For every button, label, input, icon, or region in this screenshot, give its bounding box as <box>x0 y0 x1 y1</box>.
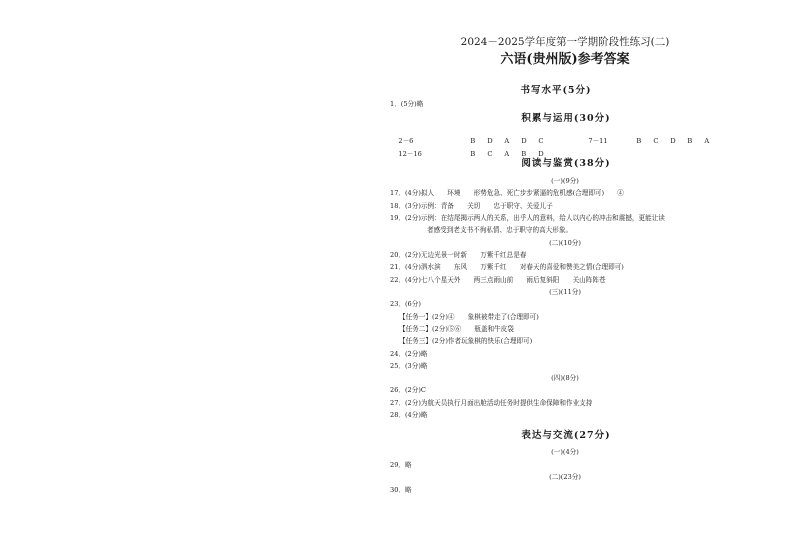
document-subtitle: 六语(贵州版)参考答案 <box>500 52 630 67</box>
answer-line-24: 24．(2分)略 <box>390 350 428 358</box>
answer-line-19-cont: 者感受到老支书不徇私情、忠于职守的高大形象。 <box>427 226 573 234</box>
answer-line-25: 25．(3分)略 <box>390 362 428 370</box>
mc-answer: C <box>538 137 544 145</box>
section-heading-expression: 表达与交流(27分) <box>521 430 611 441</box>
subsection-heading: (一)(9分) <box>551 177 579 185</box>
section-heading-reading: 阅读与鉴赏(38分) <box>521 158 611 169</box>
mc-answer: B <box>521 150 527 158</box>
section-heading-accumulation: 积累与运用(30分) <box>521 113 611 124</box>
answer-line-1: 1．(5分)略 <box>390 100 424 108</box>
mc-answer: A <box>504 137 510 145</box>
mc-answer: B <box>687 137 693 145</box>
answer-line-23-task2: 【任务二】(2分)⑤⑥ 瓶盖和牛皮袋 <box>399 325 514 333</box>
mc-answer: D <box>670 137 676 145</box>
subsection-heading: (二)(23分) <box>549 473 581 481</box>
subsection-heading: (一)(4分) <box>551 448 579 456</box>
mc-answer: D <box>487 137 493 145</box>
section-heading-writing: 书写水平(5分) <box>520 85 592 96</box>
mc-answer: C <box>487 150 493 158</box>
answer-line-23: 23．(6分) <box>390 300 421 308</box>
mc-answer: B <box>470 137 476 145</box>
answer-line-19: 19．(2分)示例：在结尾揭示两人的关系，出乎人的意料，给人以内心的冲击和震撼，更能让读 <box>390 214 665 222</box>
answer-line-27: 27．(2分)为航天员执行月面出舱活动任务时提供生命保障和作业支持 <box>390 399 593 407</box>
subsection-heading: (二)(10分) <box>549 239 581 247</box>
mc-range-label: 12－16 <box>398 150 422 158</box>
mc-answer: A <box>704 137 710 145</box>
answer-line-30: 30．略 <box>390 486 412 494</box>
answer-line-22: 22．(4分)七八个星天外 两三点雨山前 雨后复斜阳 关山阵阵苍 <box>390 276 606 284</box>
answer-line-17: 17．(4分)拟人 环境 形势危急、死亡步步紧逼的危机感(合理即可) ④ <box>390 189 624 197</box>
subsection-heading: (三)(11分) <box>549 288 581 296</box>
mc-answer: D <box>521 137 527 145</box>
mc-answer: B <box>470 150 476 158</box>
answer-line-23-task1: 【任务一】(2分)④ 象棋被带走了(合理即可) <box>399 313 539 321</box>
answer-line-29: 29．略 <box>390 461 412 469</box>
mc-range-label: 7－11 <box>588 137 608 145</box>
answer-line-28: 28．(4分)略 <box>390 411 428 419</box>
mc-answer: D <box>538 150 544 158</box>
mc-range-label: 2－6 <box>398 137 414 145</box>
mc-answer: A <box>504 150 510 158</box>
mc-answer: C <box>653 137 659 145</box>
answer-line-21: 21．(4分)泗水滨 东风 万紫千红 对春天的喜爱和赞美之情(合理即可) <box>390 263 624 271</box>
document-title: 2024－2025学年度第一学期阶段性练习(二) <box>460 36 670 48</box>
subsection-heading: (四)(8分) <box>551 374 579 382</box>
answer-line-20: 20．(2分)无边光景一时新 万紫千红总是春 <box>390 251 527 259</box>
answer-line-23-task3: 【任务三】(2分)作者玩象棋的快乐(合理即可) <box>399 337 533 345</box>
answer-line-18: 18．(3分)示例：青备 关切 忠于职守、关爱儿子 <box>390 202 553 210</box>
mc-answer: B <box>636 137 642 145</box>
answer-line-26: 26．(2分)C <box>390 386 426 394</box>
